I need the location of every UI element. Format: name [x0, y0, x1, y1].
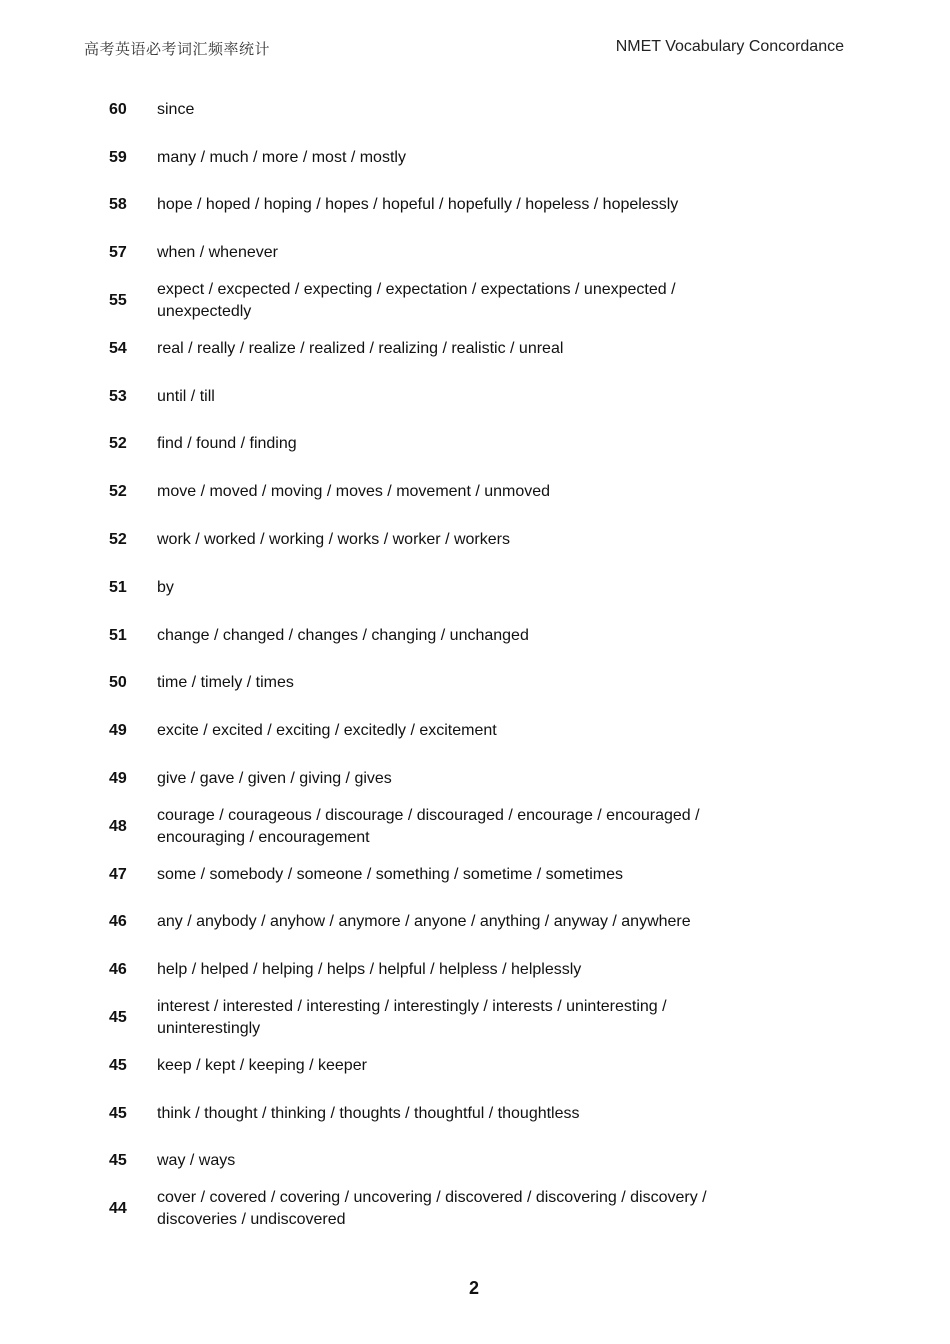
frequency-count: 51 — [109, 578, 127, 596]
vocabulary-row — [0, 946, 950, 994]
word-forms: many / much / more / most / mostly — [157, 148, 406, 166]
vocabulary-row — [0, 1042, 950, 1090]
frequency-count: 46 — [109, 961, 127, 979]
word-forms: give / gave / given / giving / gives — [157, 770, 392, 788]
word-forms: real / really / realize / realized / realizing / realistic / unreal — [157, 339, 564, 357]
word-forms: time / timely / times — [157, 674, 294, 692]
vocabulary-list — [0, 86, 950, 1233]
frequency-count: 49 — [109, 722, 127, 740]
frequency-count: 47 — [109, 865, 127, 883]
vocabulary-row — [0, 1090, 950, 1138]
frequency-count: 45 — [109, 1009, 127, 1027]
word-forms: by — [157, 578, 174, 596]
frequency-count: 50 — [109, 674, 127, 692]
vocabulary-row — [0, 373, 950, 421]
vocabulary-row — [0, 899, 950, 947]
frequency-count: 45 — [109, 1056, 127, 1074]
vocabulary-row — [0, 421, 950, 469]
word-forms: find / found / finding — [157, 435, 297, 453]
frequency-count: 46 — [109, 913, 127, 931]
word-forms: help / helped / helping / helps / helpful / helpless / helplessly — [157, 961, 582, 979]
frequency-count: 49 — [109, 770, 127, 788]
word-forms: since — [157, 100, 195, 118]
word-forms: way / ways — [157, 1152, 236, 1170]
vocabulary-row — [0, 660, 950, 708]
word-forms: change / changed / changes / changing / unchanged — [157, 626, 529, 644]
vocabulary-row — [0, 803, 950, 851]
word-forms: some / somebody / someone / something / sometime / sometimes — [157, 865, 623, 883]
word-forms: interest / interested / interesting / interestingly / interests / uninteresting / uninterestingly — [157, 998, 667, 1038]
word-forms: work / worked / working / works / worker / workers — [157, 531, 510, 549]
frequency-count: 60 — [109, 100, 127, 118]
vocabulary-row — [0, 707, 950, 755]
frequency-count: 54 — [109, 339, 127, 357]
frequency-count: 48 — [109, 817, 127, 835]
vocabulary-row — [0, 564, 950, 612]
frequency-count: 52 — [109, 531, 127, 549]
header-title-chinese: 高考英语必考词汇频率统计 — [84, 40, 271, 58]
word-forms: keep / kept / keeping / keeper — [157, 1056, 367, 1074]
frequency-count: 59 — [109, 148, 127, 166]
vocabulary-row — [0, 994, 950, 1042]
frequency-count: 52 — [109, 483, 127, 501]
frequency-count: 57 — [109, 244, 127, 262]
word-forms: expect / excpected / expecting / expectation / expectations / unexpected / unexpectedly — [157, 281, 676, 321]
vocabulary-row — [0, 325, 950, 373]
word-forms: any / anybody / anyhow / anymore / anyone / anything / anyway / anywhere — [157, 913, 691, 931]
header-title-english: NMET Vocabulary Concordance — [615, 38, 844, 55]
vocabulary-row — [0, 851, 950, 899]
word-forms: think / thought / thinking / thoughts / thoughtful / thoughtless — [157, 1104, 580, 1122]
vocabulary-row — [0, 468, 950, 516]
frequency-count: 55 — [109, 292, 127, 310]
vocabulary-row — [0, 1185, 950, 1233]
frequency-count: 45 — [109, 1152, 127, 1170]
word-forms: courage / courageous / discourage / discouraged / encourage / encouraged / encouraging / encouragement — [157, 806, 700, 846]
vocabulary-row — [0, 277, 950, 325]
vocabulary-row — [0, 612, 950, 660]
frequency-count: 45 — [109, 1104, 127, 1122]
vocabulary-row — [0, 1138, 950, 1186]
frequency-count: 53 — [109, 387, 127, 405]
word-forms: when / whenever — [157, 244, 278, 262]
word-forms: move / moved / moving / moves / movement / unmoved — [157, 483, 551, 501]
vocabulary-row — [0, 182, 950, 230]
vocabulary-row — [0, 516, 950, 564]
word-forms: hope / hoped / hoping / hopes / hopeful / hopefully / hopeless / hopelessly — [157, 196, 679, 214]
frequency-count: 44 — [109, 1200, 127, 1218]
vocabulary-row — [0, 229, 950, 277]
vocabulary-row — [0, 755, 950, 803]
vocabulary-row — [0, 86, 950, 134]
frequency-count: 58 — [109, 196, 127, 214]
word-forms: excite / excited / exciting / excitedly / excitement — [157, 722, 497, 740]
vocabulary-row — [0, 134, 950, 182]
word-forms: until / till — [157, 387, 215, 405]
word-forms: cover / covered / covering / uncovering / discovered / discovering / discovery / discoveries / undiscovered — [157, 1189, 707, 1229]
page-number: 2 — [468, 1278, 479, 1298]
frequency-count: 52 — [109, 435, 127, 453]
frequency-count: 51 — [109, 626, 127, 644]
